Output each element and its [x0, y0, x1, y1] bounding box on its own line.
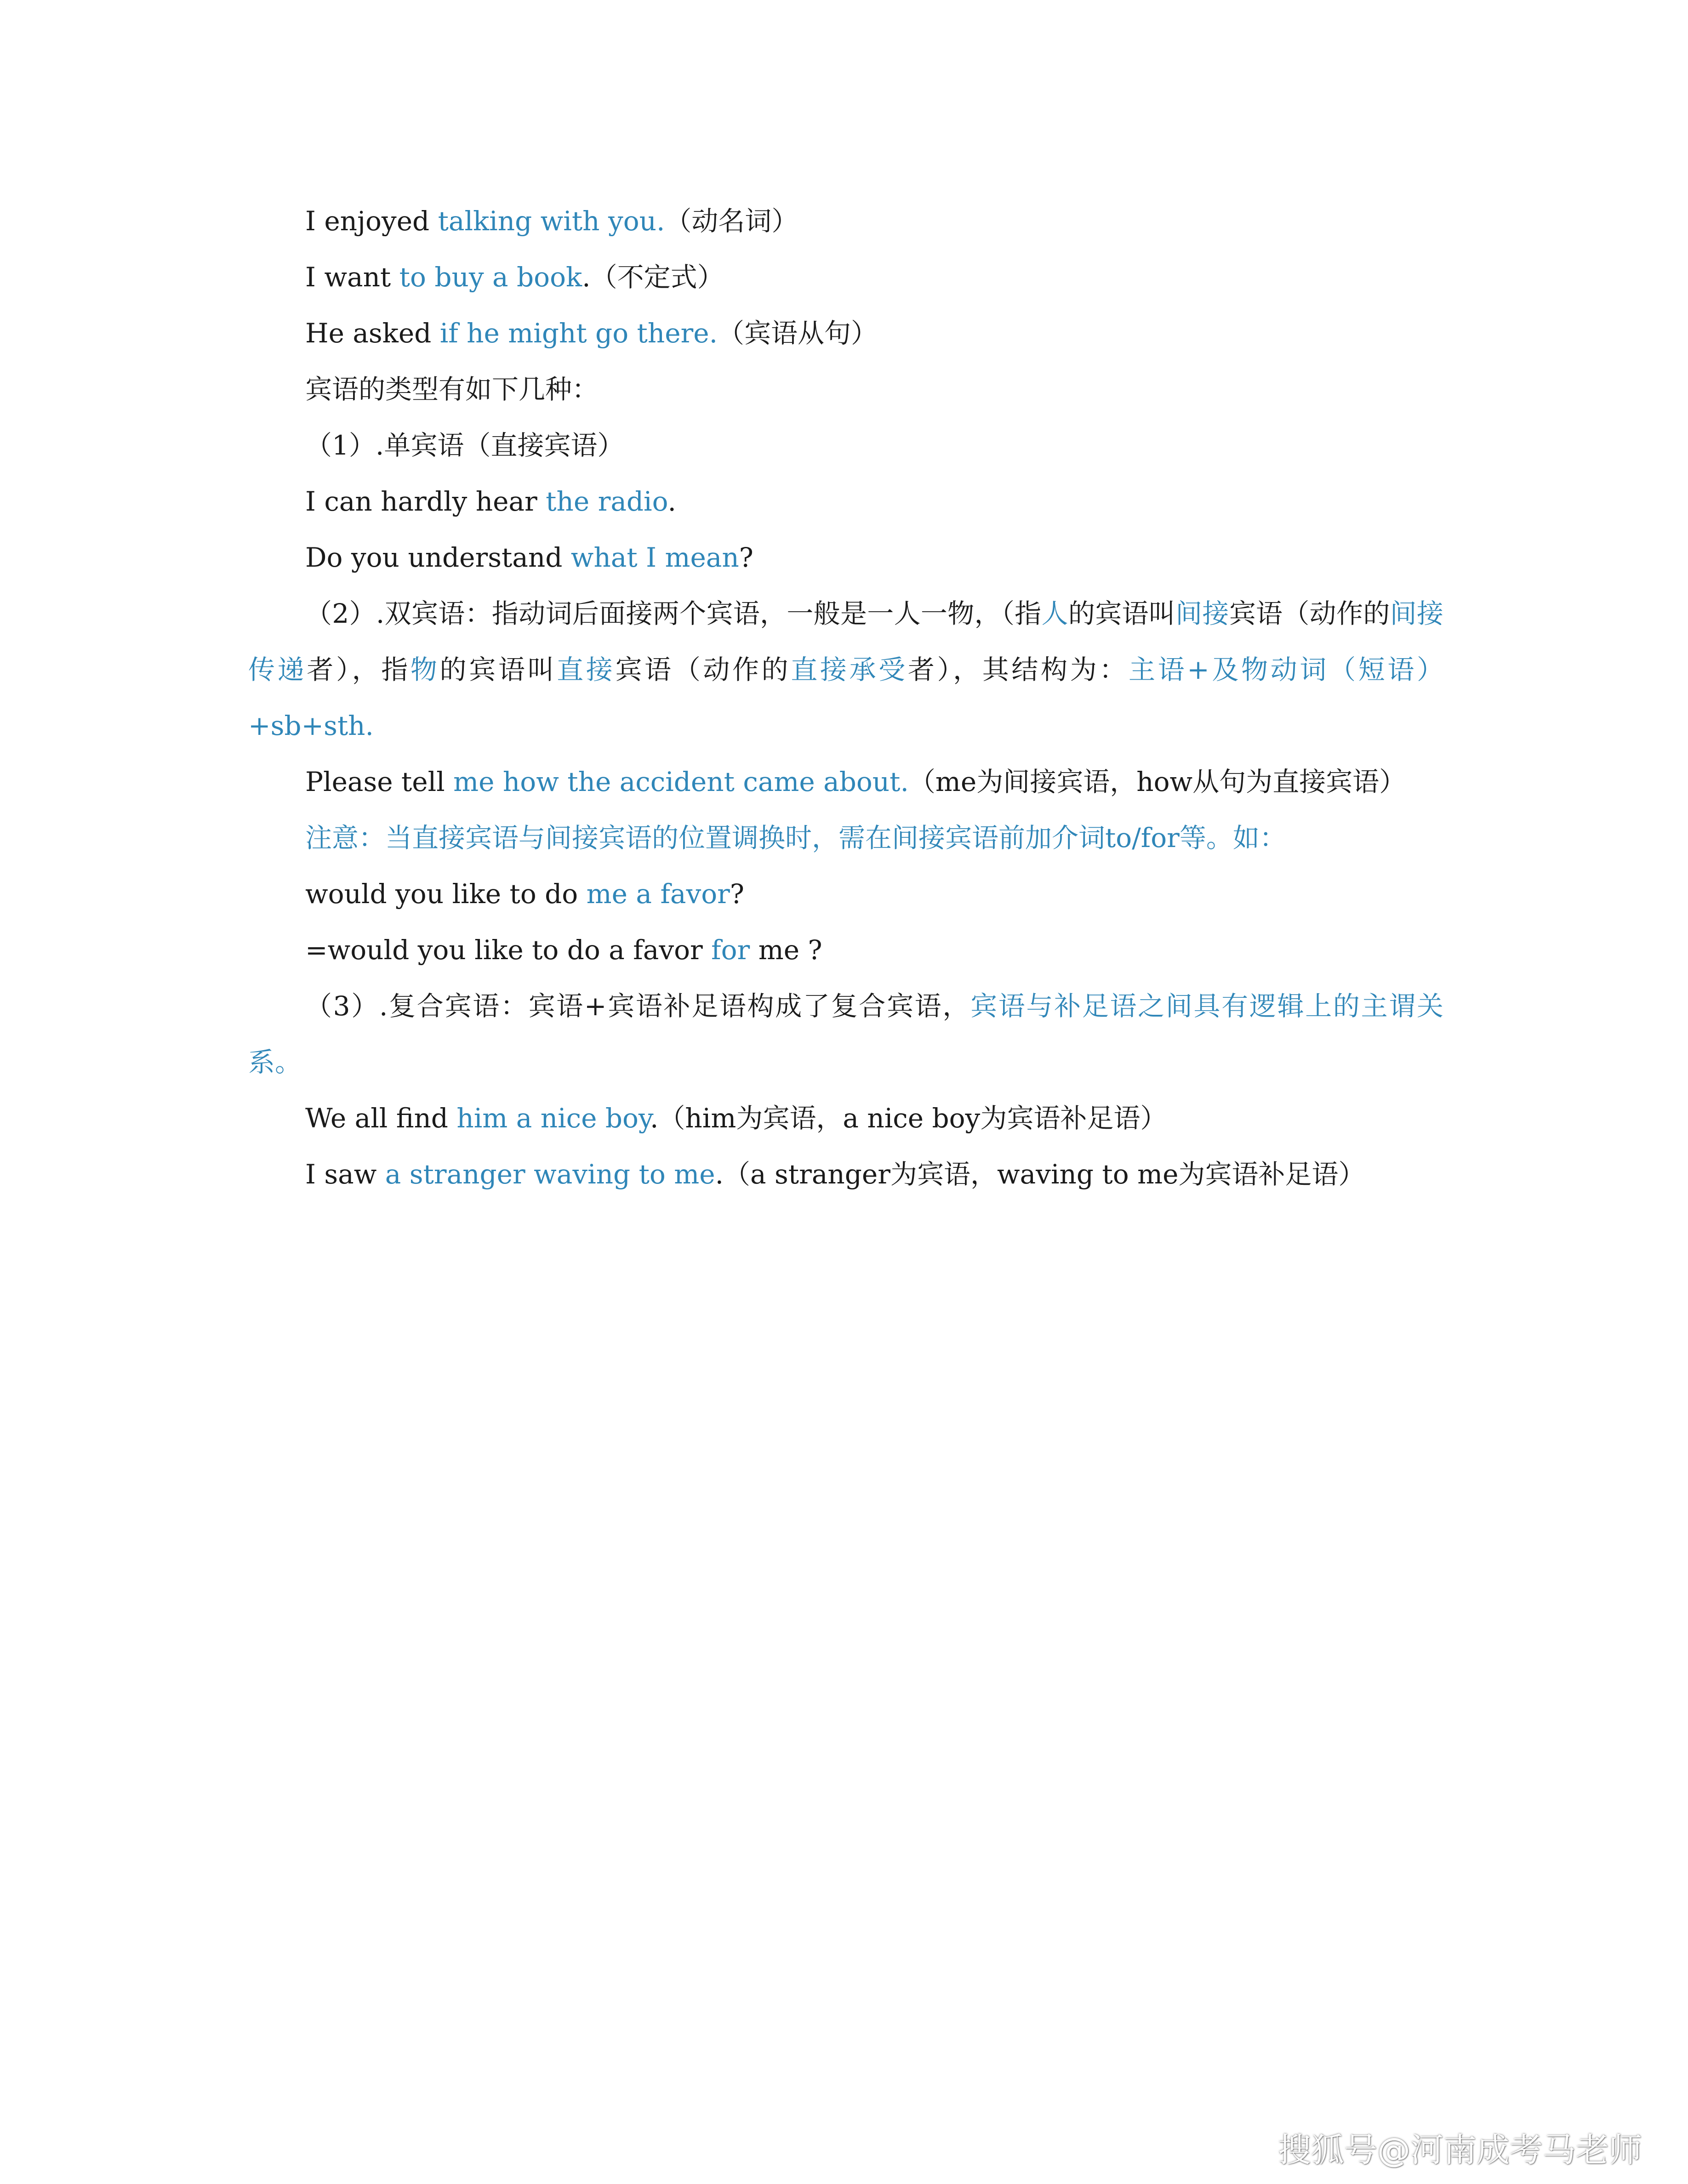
highlight: me how the accident came about.: [453, 766, 909, 797]
highlight: me a favor: [586, 878, 730, 910]
section-intro: 宾语的类型有如下几种：: [305, 374, 599, 405]
example-line: Do you understand what I mean?: [305, 542, 753, 573]
section-complex-object: （3）.复合宾语：宾语+宾语补足语构成了复合宾语，宾语与补足语之间具有逻辑上的主谓关系。: [248, 990, 1443, 1078]
section-heading-single-object: （1）.单宾语（直接宾语）: [305, 430, 624, 461]
example-line: We all find him a nice boy.（him为宾语，a nice boy为宾语补足语）: [305, 1103, 1167, 1134]
highlight: what I mean: [570, 542, 739, 573]
note-line: [248, 810, 1443, 866]
highlight: to buy a book: [399, 262, 582, 293]
example-line: I can hardly hear the radio.: [305, 486, 676, 517]
example-line: He asked if he might go there.（宾语从句）: [305, 318, 878, 349]
example-line: I enjoyed talking with you.（动名词）: [305, 205, 798, 237]
highlight: him a nice boy: [456, 1103, 650, 1134]
document-body: [248, 193, 1443, 1202]
highlight: 注意：当直接宾语与间接宾语的位置调换时，需在间接宾语前加介词to/for等。如：: [305, 822, 1286, 853]
highlight: a stranger waving to me: [385, 1159, 715, 1190]
highlight: talking with you.: [438, 205, 665, 237]
example-line: I want to buy a book.（不定式）: [305, 262, 724, 293]
example-line: =would you like to do a favor for me ?: [305, 934, 822, 966]
watermark: 搜狐号@河南成考马老师: [1277, 2131, 1642, 2169]
highlight: the radio: [546, 486, 668, 517]
highlight: if he might go there.: [439, 318, 718, 349]
example-line: I saw a stranger waving to me.（a stranger为宾语，waving to me为宾语补足语）: [305, 1159, 1365, 1190]
highlight: for: [711, 934, 750, 966]
section-double-object: （2）.双宾语：指动词后面接两个宾语，一般是一人一物，（指人的宾语叫间接宾语（动作的间接传递者），指物的宾语叫直接宾语（动作的直接承受者），其结构为：主语+及物动词（短语）+sb+sth.: [248, 598, 1443, 741]
example-line: Please tell me how the accident came about.（me为间接宾语，how从句为直接宾语）: [305, 766, 1406, 797]
example-line: would you like to do me a favor?: [305, 878, 745, 910]
